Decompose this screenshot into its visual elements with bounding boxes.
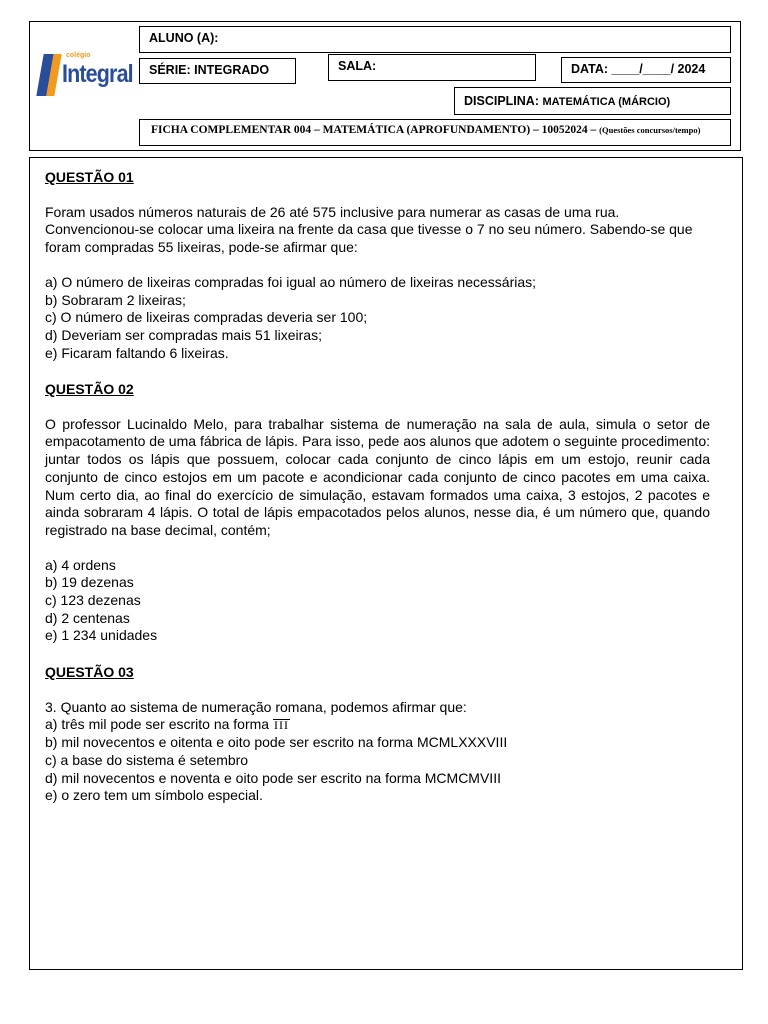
- data-label: DATA: ____/____/ 2024: [571, 62, 706, 76]
- sala-field[interactable]: [328, 54, 536, 81]
- logo-small-text: colégio: [66, 52, 91, 59]
- serie-field: [139, 58, 296, 84]
- question-03: [45, 664, 710, 805]
- option-b: b) Sobraram 2 lixeiras;: [45, 291, 186, 308]
- aluno-field[interactable]: [139, 26, 731, 53]
- disciplina-label: DISCIPLINA:: [464, 94, 539, 108]
- option-e: e) Ficaram faltando 6 lixeiras.: [45, 344, 229, 361]
- option-a: [45, 716, 710, 734]
- option-c: c) a base do sistema é setembro: [45, 751, 249, 768]
- aluno-label: ALUNO (A):: [149, 31, 219, 45]
- question-01: [45, 169, 710, 362]
- ficha-main-text: FICHA COMPLEMENTAR 004 – MATEMÁTICA (APROFUNDAMENTO) – 10052024 –: [151, 124, 597, 136]
- question-title: QUESTÃO 03: [45, 664, 134, 680]
- question-02: [45, 381, 710, 645]
- school-logo: [40, 50, 135, 100]
- question-stem: Foram usados números naturais de 26 até 575 inclusive para numerar as casas de uma rua. Convencionou-se colocar uma lixeira na frente da casa que tivesse o 7 no seu número. Sabendo-se que foram compradas 55 lixeiras, pode-se afirmar que:: [45, 203, 693, 256]
- logo-text: Integral: [62, 60, 133, 88]
- option-a: a) 4 ordens: [45, 556, 116, 573]
- option-a: a) O número de lixeiras compradas foi igual ao número de lixeiras necessárias;: [45, 273, 537, 290]
- data-field[interactable]: [561, 57, 731, 83]
- option-c: c) 123 dezenas: [45, 592, 141, 609]
- option-c: c) O número de lixeiras compradas deveria ser 100;: [45, 309, 368, 326]
- option-e: e) o zero tem um símbolo especial.: [45, 787, 263, 804]
- option-d: d) mil novecentos e noventa e oito pode ser escrito na forma MCMCMVIII: [45, 769, 501, 786]
- ficha-note: (Questões concursos/tempo): [599, 125, 701, 135]
- question-stem: 3. Quanto ao sistema de numeração romana, podemos afirmar que:: [45, 698, 467, 715]
- question-title: QUESTÃO 02: [45, 381, 134, 397]
- question-title: QUESTÃO 01: [45, 169, 134, 185]
- disciplina-field: [454, 87, 731, 115]
- ficha-title: [139, 119, 731, 146]
- roman-three-overline: III: [273, 718, 289, 733]
- option-e: e) 1 234 unidades: [45, 627, 158, 644]
- serie-label: SÉRIE: INTEGRADO: [149, 63, 270, 77]
- option-b: b) mil novecentos e oitenta e oito pode ser escrito na forma MCMLXXXVIII: [45, 734, 508, 751]
- option-a-text: a) três mil pode ser escrito na forma: [45, 716, 270, 733]
- sala-label: SALA:: [338, 59, 377, 73]
- question-stem: O professor Lucinaldo Melo, para trabalhar sistema de numeração na sala de aula, simula o setor de empacotamento de uma fábrica de lápis. Para isso, pede aos alunos que adotem o seguinte procedimento: juntar todos os lápis que possuem, colocar cada conjunto de cinco lápis em um estojo, reunir cada conjunto de cinco estojos em um pacote e acondicionar cada conjunto de cinco pacotes em uma caixa. Num certo dia, ao final do exercício de simulação, estavam formados uma caixa, 3 estojos, 2 pacotes e ainda sobraram 4 lápis. O total de lápis empacotados pelos alunos, nesse dia, é um número que, quando registrado na base decimal, contém;: [45, 415, 710, 538]
- disciplina-value: MATEMÁTICA (MÁRCIO): [542, 96, 671, 108]
- option-d: d) 2 centenas: [45, 609, 130, 626]
- option-b: b) 19 dezenas: [45, 574, 134, 591]
- option-d: d) Deveriam ser compradas mais 51 lixeiras;: [45, 326, 322, 343]
